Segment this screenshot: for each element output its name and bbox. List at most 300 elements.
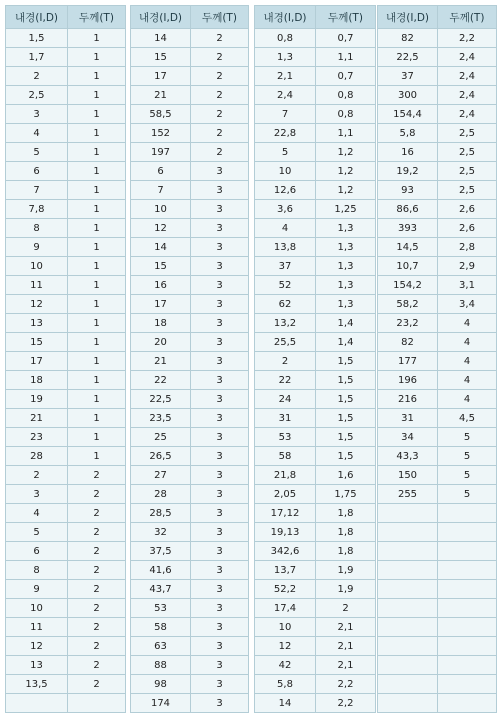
inner-diameter-cell: 5 bbox=[6, 143, 68, 162]
inner-diameter-cell: 13 bbox=[6, 314, 68, 333]
inner-diameter-cell: 28 bbox=[131, 485, 191, 504]
inner-diameter-cell: 10,7 bbox=[378, 257, 438, 276]
table-row bbox=[378, 466, 497, 485]
table-row bbox=[131, 295, 249, 314]
inner-diameter-cell: 12 bbox=[6, 295, 68, 314]
thickness-cell: 4 bbox=[438, 333, 497, 352]
inner-diameter-cell bbox=[378, 561, 438, 580]
spec-table-1 bbox=[5, 5, 126, 713]
inner-diameter-cell: 18 bbox=[6, 371, 68, 390]
thickness-cell: 1,6 bbox=[316, 466, 376, 485]
table-row bbox=[6, 428, 126, 447]
inner-diameter-cell: 12,6 bbox=[255, 181, 316, 200]
inner-diameter-cell: 1,7 bbox=[6, 48, 68, 67]
table-row bbox=[255, 124, 376, 143]
inner-diameter-cell: 6 bbox=[6, 542, 68, 561]
thickness-cell: 2 bbox=[191, 143, 249, 162]
inner-diameter-cell: 22 bbox=[255, 371, 316, 390]
thickness-cell: 0,7 bbox=[316, 67, 376, 86]
inner-diameter-cell: 14 bbox=[131, 238, 191, 257]
thickness-cell: 3 bbox=[191, 181, 249, 200]
table-row bbox=[131, 219, 249, 238]
thickness-cell: 2,1 bbox=[316, 637, 376, 656]
thickness-cell: 3 bbox=[191, 675, 249, 694]
table-row bbox=[131, 390, 249, 409]
table-row bbox=[378, 656, 497, 675]
thickness-cell bbox=[438, 618, 497, 637]
inner-diameter-cell bbox=[378, 618, 438, 637]
table-row bbox=[255, 143, 376, 162]
table-row bbox=[378, 352, 497, 371]
thickness-cell: 3 bbox=[191, 371, 249, 390]
thickness-cell bbox=[438, 561, 497, 580]
thickness-cell: 1 bbox=[68, 447, 126, 466]
thickness-cell: 3 bbox=[191, 599, 249, 618]
table-row bbox=[378, 295, 497, 314]
inner-diameter-cell bbox=[378, 580, 438, 599]
inner-diameter-cell bbox=[378, 694, 438, 713]
header-row bbox=[6, 6, 126, 29]
table-row bbox=[255, 485, 376, 504]
table-row bbox=[255, 599, 376, 618]
thickness-cell: 1,25 bbox=[316, 200, 376, 219]
inner-diameter-cell: 22,5 bbox=[378, 48, 438, 67]
thickness-header: 두께(T) bbox=[68, 6, 126, 29]
thickness-cell: 3 bbox=[191, 656, 249, 675]
thickness-cell: 2 bbox=[68, 504, 126, 523]
thickness-cell: 1 bbox=[68, 333, 126, 352]
table-row bbox=[131, 542, 249, 561]
header-row bbox=[255, 6, 376, 29]
table-row bbox=[255, 542, 376, 561]
inner-diameter-cell: 6 bbox=[131, 162, 191, 181]
thickness-cell: 4 bbox=[438, 371, 497, 390]
inner-diameter-cell: 11 bbox=[6, 276, 68, 295]
inner-diameter-cell: 18 bbox=[131, 314, 191, 333]
inner-diameter-cell: 10 bbox=[131, 200, 191, 219]
inner-diameter-cell: 197 bbox=[131, 143, 191, 162]
table-row bbox=[6, 29, 126, 48]
table-row bbox=[378, 409, 497, 428]
thickness-cell: 1 bbox=[68, 105, 126, 124]
inner-diameter-cell: 37 bbox=[378, 67, 438, 86]
inner-diameter-cell: 393 bbox=[378, 219, 438, 238]
inner-diameter-header: 내경(I,D) bbox=[131, 6, 191, 29]
table-row bbox=[6, 675, 126, 694]
table-row bbox=[378, 580, 497, 599]
thickness-cell: 4 bbox=[438, 314, 497, 333]
table-row bbox=[131, 428, 249, 447]
thickness-cell: 3 bbox=[191, 200, 249, 219]
table-row bbox=[378, 162, 497, 181]
inner-diameter-cell: 17,4 bbox=[255, 599, 316, 618]
thickness-cell: 1,3 bbox=[316, 219, 376, 238]
table-row bbox=[131, 48, 249, 67]
table-row bbox=[255, 181, 376, 200]
table-row bbox=[255, 637, 376, 656]
thickness-header: 두께(T) bbox=[191, 6, 249, 29]
table-row bbox=[131, 29, 249, 48]
inner-diameter-cell: 82 bbox=[378, 333, 438, 352]
thickness-cell: 1,4 bbox=[316, 314, 376, 333]
table-row bbox=[378, 504, 497, 523]
inner-diameter-cell: 58,2 bbox=[378, 295, 438, 314]
thickness-cell: 3 bbox=[191, 504, 249, 523]
table-row bbox=[255, 466, 376, 485]
table-row bbox=[131, 599, 249, 618]
thickness-cell: 2 bbox=[316, 599, 376, 618]
inner-diameter-cell: 152 bbox=[131, 124, 191, 143]
thickness-cell: 1,5 bbox=[316, 371, 376, 390]
inner-diameter-cell: 17,12 bbox=[255, 504, 316, 523]
table-row bbox=[6, 523, 126, 542]
spec-table-2 bbox=[130, 5, 249, 713]
thickness-cell: 3 bbox=[191, 542, 249, 561]
inner-diameter-cell: 22,5 bbox=[131, 390, 191, 409]
thickness-cell: 3 bbox=[191, 618, 249, 637]
thickness-cell: 2,1 bbox=[316, 656, 376, 675]
inner-diameter-cell: 10 bbox=[255, 618, 316, 637]
inner-diameter-cell bbox=[378, 542, 438, 561]
inner-diameter-cell bbox=[378, 637, 438, 656]
inner-diameter-cell: 20 bbox=[131, 333, 191, 352]
table-row bbox=[131, 523, 249, 542]
table-row bbox=[131, 656, 249, 675]
table-row bbox=[131, 371, 249, 390]
thickness-cell: 2,4 bbox=[438, 86, 497, 105]
table-row bbox=[6, 561, 126, 580]
inner-diameter-cell: 21 bbox=[131, 86, 191, 105]
inner-diameter-header: 내경(I,D) bbox=[255, 6, 316, 29]
thickness-cell: 0,8 bbox=[316, 105, 376, 124]
thickness-cell: 1,3 bbox=[316, 257, 376, 276]
thickness-cell: 3,4 bbox=[438, 295, 497, 314]
table-row bbox=[6, 333, 126, 352]
thickness-header: 두께(T) bbox=[316, 6, 376, 29]
inner-diameter-cell: 63 bbox=[131, 637, 191, 656]
table-row bbox=[131, 485, 249, 504]
table-row bbox=[255, 162, 376, 181]
table-row bbox=[131, 694, 249, 713]
table-row bbox=[378, 67, 497, 86]
thickness-cell: 4 bbox=[438, 390, 497, 409]
table-row bbox=[131, 314, 249, 333]
table-row bbox=[255, 390, 376, 409]
thickness-cell: 1,8 bbox=[316, 542, 376, 561]
thickness-cell: 2,6 bbox=[438, 200, 497, 219]
table-row bbox=[378, 105, 497, 124]
thickness-cell bbox=[438, 542, 497, 561]
thickness-cell: 2,5 bbox=[438, 143, 497, 162]
table-row bbox=[255, 561, 376, 580]
thickness-cell: 3 bbox=[191, 637, 249, 656]
table-row bbox=[255, 694, 376, 713]
inner-diameter-cell: 26,5 bbox=[131, 447, 191, 466]
inner-diameter-cell: 93 bbox=[378, 181, 438, 200]
table-row bbox=[6, 48, 126, 67]
thickness-cell: 1 bbox=[68, 143, 126, 162]
header-row bbox=[131, 6, 249, 29]
table-row bbox=[131, 67, 249, 86]
thickness-cell bbox=[438, 694, 497, 713]
thickness-cell: 1,1 bbox=[316, 124, 376, 143]
table-row bbox=[131, 333, 249, 352]
inner-diameter-cell: 4 bbox=[255, 219, 316, 238]
inner-diameter-cell: 6 bbox=[6, 162, 68, 181]
table-row bbox=[378, 561, 497, 580]
inner-diameter-cell: 196 bbox=[378, 371, 438, 390]
table-row bbox=[255, 29, 376, 48]
inner-diameter-cell: 7 bbox=[131, 181, 191, 200]
table-row bbox=[6, 124, 126, 143]
table-row bbox=[6, 105, 126, 124]
inner-diameter-cell: 7,8 bbox=[6, 200, 68, 219]
thickness-cell: 3 bbox=[191, 257, 249, 276]
inner-diameter-cell: 8 bbox=[6, 561, 68, 580]
table-row bbox=[255, 276, 376, 295]
table-row bbox=[131, 675, 249, 694]
table-row bbox=[6, 257, 126, 276]
inner-diameter-cell: 12 bbox=[6, 637, 68, 656]
table-row bbox=[255, 504, 376, 523]
table-row bbox=[255, 447, 376, 466]
table-row bbox=[6, 371, 126, 390]
inner-diameter-cell: 154,2 bbox=[378, 276, 438, 295]
thickness-cell: 2 bbox=[68, 675, 126, 694]
thickness-cell: 2 bbox=[191, 67, 249, 86]
inner-diameter-cell: 58,5 bbox=[131, 105, 191, 124]
inner-diameter-cell: 21,8 bbox=[255, 466, 316, 485]
inner-diameter-cell: 22 bbox=[131, 371, 191, 390]
table-row bbox=[131, 257, 249, 276]
inner-diameter-cell: 32 bbox=[131, 523, 191, 542]
thickness-cell bbox=[438, 523, 497, 542]
table-row bbox=[378, 637, 497, 656]
table-row bbox=[6, 542, 126, 561]
inner-diameter-cell: 14 bbox=[131, 29, 191, 48]
thickness-cell: 1 bbox=[68, 238, 126, 257]
table-row bbox=[131, 238, 249, 257]
thickness-header: 두께(T) bbox=[438, 6, 497, 29]
inner-diameter-cell: 3 bbox=[6, 105, 68, 124]
inner-diameter-cell: 5,8 bbox=[378, 124, 438, 143]
thickness-cell: 3 bbox=[191, 352, 249, 371]
thickness-cell: 1,3 bbox=[316, 295, 376, 314]
thickness-cell: 3 bbox=[191, 409, 249, 428]
inner-diameter-cell: 37 bbox=[255, 257, 316, 276]
inner-diameter-cell: 150 bbox=[378, 466, 438, 485]
table-row bbox=[6, 143, 126, 162]
thickness-cell: 5 bbox=[438, 485, 497, 504]
table-row bbox=[255, 238, 376, 257]
table-row bbox=[255, 219, 376, 238]
thickness-cell: 2,4 bbox=[438, 48, 497, 67]
inner-diameter-cell: 19,2 bbox=[378, 162, 438, 181]
inner-diameter-cell: 1,3 bbox=[255, 48, 316, 67]
inner-diameter-cell: 14,5 bbox=[378, 238, 438, 257]
thickness-cell: 1 bbox=[68, 48, 126, 67]
inner-diameter-cell: 52 bbox=[255, 276, 316, 295]
header-row bbox=[378, 6, 497, 29]
thickness-cell: 2 bbox=[68, 561, 126, 580]
thickness-cell: 3 bbox=[191, 466, 249, 485]
table-row bbox=[6, 219, 126, 238]
thickness-cell bbox=[438, 656, 497, 675]
thickness-cell: 3 bbox=[191, 523, 249, 542]
inner-diameter-cell: 9 bbox=[6, 580, 68, 599]
inner-diameter-cell: 21 bbox=[131, 352, 191, 371]
inner-diameter-cell: 11 bbox=[6, 618, 68, 637]
table-row bbox=[131, 105, 249, 124]
inner-diameter-cell: 19 bbox=[6, 390, 68, 409]
inner-diameter-cell: 14 bbox=[255, 694, 316, 713]
thickness-cell: 2 bbox=[68, 637, 126, 656]
inner-diameter-cell bbox=[378, 675, 438, 694]
inner-diameter-cell: 10 bbox=[6, 257, 68, 276]
table-row bbox=[378, 599, 497, 618]
inner-diameter-cell: 2,5 bbox=[6, 86, 68, 105]
thickness-cell: 1 bbox=[68, 162, 126, 181]
table-row bbox=[255, 352, 376, 371]
inner-diameter-header: 내경(I,D) bbox=[6, 6, 68, 29]
thickness-cell: 2,4 bbox=[438, 67, 497, 86]
thickness-cell bbox=[438, 599, 497, 618]
table-row bbox=[131, 200, 249, 219]
thickness-cell: 3 bbox=[191, 428, 249, 447]
table-row bbox=[6, 580, 126, 599]
inner-diameter-cell: 25 bbox=[131, 428, 191, 447]
table-row bbox=[6, 637, 126, 656]
thickness-cell: 1,4 bbox=[316, 333, 376, 352]
thickness-cell: 2 bbox=[68, 523, 126, 542]
thickness-cell: 0,8 bbox=[316, 86, 376, 105]
inner-diameter-cell: 62 bbox=[255, 295, 316, 314]
table-row bbox=[378, 181, 497, 200]
thickness-cell: 4 bbox=[438, 352, 497, 371]
inner-diameter-cell: 58 bbox=[131, 618, 191, 637]
table-row bbox=[6, 656, 126, 675]
thickness-cell: 1,9 bbox=[316, 580, 376, 599]
thickness-cell: 2,1 bbox=[316, 618, 376, 637]
thickness-cell: 3 bbox=[191, 694, 249, 713]
table-row bbox=[378, 542, 497, 561]
inner-diameter-cell bbox=[378, 523, 438, 542]
inner-diameter-cell: 4 bbox=[6, 124, 68, 143]
thickness-cell: 2,2 bbox=[316, 694, 376, 713]
spec-table-3 bbox=[254, 5, 376, 713]
thickness-cell: 2,6 bbox=[438, 219, 497, 238]
thickness-cell: 1,5 bbox=[316, 428, 376, 447]
inner-diameter-cell: 37,5 bbox=[131, 542, 191, 561]
thickness-cell: 4,5 bbox=[438, 409, 497, 428]
table-row bbox=[131, 466, 249, 485]
inner-diameter-cell: 2 bbox=[6, 67, 68, 86]
inner-diameter-cell: 12 bbox=[255, 637, 316, 656]
table-row bbox=[6, 238, 126, 257]
thickness-cell: 1,2 bbox=[316, 162, 376, 181]
inner-diameter-cell: 16 bbox=[131, 276, 191, 295]
table-row bbox=[378, 200, 497, 219]
table-row bbox=[378, 447, 497, 466]
table-row bbox=[378, 618, 497, 637]
inner-diameter-cell: 17 bbox=[131, 295, 191, 314]
table-row bbox=[378, 485, 497, 504]
inner-diameter-cell: 31 bbox=[378, 409, 438, 428]
thickness-cell: 3 bbox=[191, 238, 249, 257]
inner-diameter-cell: 43,3 bbox=[378, 447, 438, 466]
thickness-cell: 1 bbox=[68, 276, 126, 295]
table-row bbox=[255, 86, 376, 105]
thickness-cell: 2,5 bbox=[438, 181, 497, 200]
thickness-cell: 1,5 bbox=[316, 390, 376, 409]
thickness-cell: 3 bbox=[191, 485, 249, 504]
inner-diameter-cell: 10 bbox=[255, 162, 316, 181]
thickness-cell: 2 bbox=[68, 599, 126, 618]
inner-diameter-cell bbox=[378, 504, 438, 523]
thickness-cell: 1,1 bbox=[316, 48, 376, 67]
table-row bbox=[378, 314, 497, 333]
thickness-cell: 1 bbox=[68, 428, 126, 447]
inner-diameter-cell: 98 bbox=[131, 675, 191, 694]
inner-diameter-cell: 2,05 bbox=[255, 485, 316, 504]
table-row bbox=[255, 67, 376, 86]
inner-diameter-cell: 7 bbox=[255, 105, 316, 124]
thickness-cell: 1 bbox=[68, 371, 126, 390]
inner-diameter-cell: 16 bbox=[378, 143, 438, 162]
table-row bbox=[131, 181, 249, 200]
inner-diameter-cell bbox=[378, 599, 438, 618]
thickness-cell: 3 bbox=[191, 447, 249, 466]
thickness-cell: 2 bbox=[191, 29, 249, 48]
thickness-cell: 3 bbox=[191, 390, 249, 409]
thickness-cell: 1 bbox=[68, 257, 126, 276]
thickness-cell bbox=[438, 675, 497, 694]
table-row bbox=[255, 200, 376, 219]
inner-diameter-cell: 42 bbox=[255, 656, 316, 675]
inner-diameter-cell: 23 bbox=[6, 428, 68, 447]
thickness-cell: 2 bbox=[68, 618, 126, 637]
inner-diameter-cell: 1,5 bbox=[6, 29, 68, 48]
table-row bbox=[378, 428, 497, 447]
table-row bbox=[255, 314, 376, 333]
table-row bbox=[378, 124, 497, 143]
inner-diameter-cell: 13,5 bbox=[6, 675, 68, 694]
table-row bbox=[6, 314, 126, 333]
inner-diameter-cell: 255 bbox=[378, 485, 438, 504]
thickness-cell: 3 bbox=[191, 162, 249, 181]
inner-diameter-cell: 27 bbox=[131, 466, 191, 485]
inner-diameter-cell: 43,7 bbox=[131, 580, 191, 599]
inner-diameter-cell: 19,13 bbox=[255, 523, 316, 542]
table-row bbox=[131, 86, 249, 105]
table-row bbox=[6, 200, 126, 219]
inner-diameter-cell: 8 bbox=[6, 219, 68, 238]
thickness-cell: 2,9 bbox=[438, 257, 497, 276]
thickness-cell: 0,7 bbox=[316, 29, 376, 48]
table-row bbox=[255, 428, 376, 447]
table-row bbox=[378, 48, 497, 67]
inner-diameter-cell: 5 bbox=[255, 143, 316, 162]
inner-diameter-cell: 88 bbox=[131, 656, 191, 675]
thickness-cell: 1,8 bbox=[316, 504, 376, 523]
inner-diameter-header: 내경(I,D) bbox=[378, 6, 438, 29]
thickness-cell: 2,5 bbox=[438, 162, 497, 181]
inner-diameter-cell: 2,4 bbox=[255, 86, 316, 105]
inner-diameter-cell: 342,6 bbox=[255, 542, 316, 561]
thickness-cell: 2,2 bbox=[438, 29, 497, 48]
thickness-cell: 3,1 bbox=[438, 276, 497, 295]
inner-diameter-cell: 17 bbox=[6, 352, 68, 371]
